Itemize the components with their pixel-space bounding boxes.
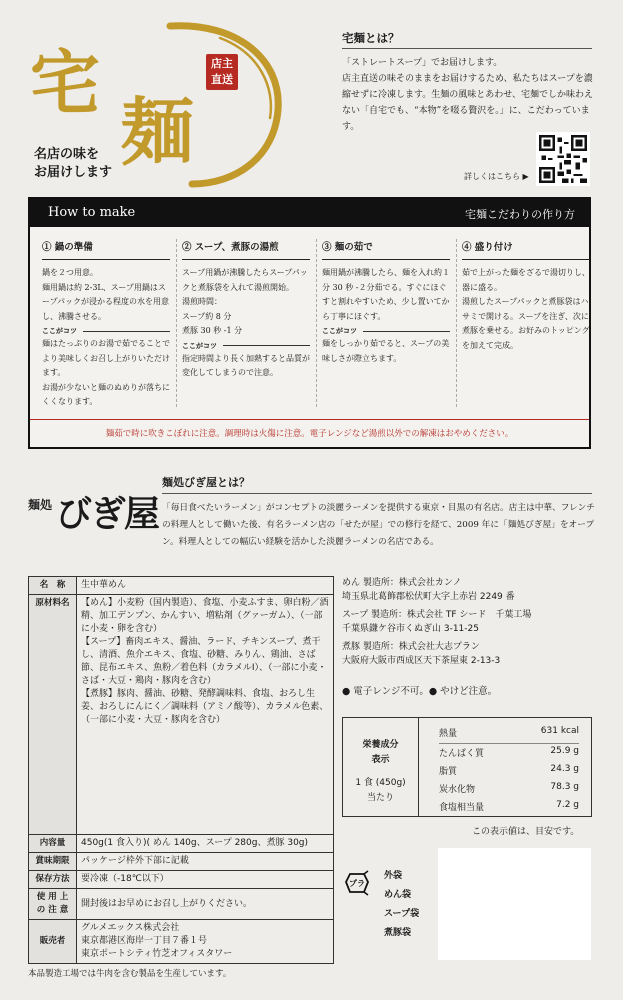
nutrient-name: 脂質: [439, 767, 458, 777]
intro-divider: [342, 48, 592, 49]
footer-note: 本品製造工場では牛肉を含む製品を生産しています。: [28, 969, 232, 979]
recycle-item: スープ袋: [384, 909, 420, 919]
nutrient-value: 78.3 g: [550, 782, 579, 792]
nutrition-row: [439, 782, 579, 800]
table-row: [29, 920, 334, 964]
tip-label: ここがコツ: [182, 341, 310, 351]
logo-tagline: 名店の味を お届けします: [34, 147, 113, 180]
how-to-make-header: [30, 199, 589, 227]
logo-kanji-men: 麺: [120, 90, 194, 176]
step-divider: [456, 239, 457, 407]
tip-label: ここがコツ: [322, 326, 450, 336]
about-shop-heading: 麺処びぎ屋とは？: [162, 476, 250, 489]
step-title: ① 鍋の準備: [42, 239, 170, 260]
nutrient-value: 7.2 g: [556, 800, 579, 810]
nutrient-name: 炭水化物: [439, 785, 476, 795]
nutrition-table: [342, 717, 592, 817]
recycle-label: プラ: [349, 879, 365, 888]
spec-key: 原材料名: [29, 595, 77, 835]
spec-value: 開封後はお早めにお召し上がりください。: [77, 889, 334, 920]
intro-paragraph-1: 「ストレートスープ」でお届けします。: [342, 58, 503, 68]
manufacturer-noodles: めん 製造所：株式会社カンノ 埼玉県北葛飾郡松伏町大字上赤岩 2249 番: [342, 578, 515, 602]
table-row: [29, 577, 334, 595]
manufacturer-pork: 煮豚 製造所：株式会社大志プラン 大阪府大阪市西成区天下茶屋東 2-13-3: [342, 642, 501, 666]
table-row: [29, 595, 334, 835]
step-title: ② スープ、煮豚の湯煎: [182, 239, 310, 260]
nutrition-row: [439, 764, 579, 782]
spec-value: 【めん】小麦粉（国内製造）、食塩、小麦ふすま、卵白粉／酒精、加工デンプン、かんすい、増粘剤（グァーガム）、（一部に小麦・卵を含む） 【スープ】畜肉エキス、醤油、ラード、チキンスープ、煮干し、清酒、魚介エキス、食塩、砂糖、みりん、鶏油、さば節、昆布エキス、魚粉／着色料（カラメルⅠ）、（一部に小麦・さば・大豆・鶏肉・豚肉を含む） 【煮豚】豚肉、醤油、砂糖、発酵調味料、食塩、おろし生姜、おろしにんにく／調味料（アミノ酸等）、カラメル色素、（一部に小麦・大豆・豚肉を含む）: [77, 595, 334, 835]
spec-value: 生中華めん: [77, 577, 334, 595]
table-row: [29, 835, 334, 853]
biggiya-logo: [28, 484, 158, 534]
nutrient-name: 熱量: [439, 729, 458, 739]
spec-key: 保存方法: [29, 871, 77, 889]
recycle-item: めん袋: [384, 890, 412, 900]
step-title: ③ 麺の茹で: [322, 239, 450, 260]
qr-label[interactable]: 詳しくはこちら ▶: [464, 172, 529, 181]
intro-paragraph-2: 店主直送の味そのままをお届けするため、私たちはスープを濃縮せずに冷凍します。生麺の風味とあわせ、宅麺でしか味わえない「自宅でも、“本物”を啜る贅沢を。」に、こだわっています。: [342, 74, 594, 132]
plastic-recycle-icon: [342, 868, 372, 898]
nutrition-row: [439, 800, 579, 818]
nutrient-name: 食塩相当量: [439, 803, 485, 813]
nutrition-serving: 1 食 (450g) 当たり: [355, 778, 406, 803]
step-divider: [176, 239, 177, 407]
step-text: 鍋を２つ用意。 麺用鍋は約 2-3L、スープ用鍋はスープパックが浸かる程度の水を用意し、沸騰させる。: [42, 268, 169, 321]
spec-value: パッケージ枠外下部に記載: [77, 853, 334, 871]
spec-value: 要冷凍（-18℃以下）: [77, 871, 334, 889]
step-text: 茹で上がった麺をざるで湯切りし、器に盛る。 湯煎したスープパックと煮豚袋はハサミで開ける。スープを注ぎ、次に煮豚を乗せる。お好みのトッピングを加えて完成。: [462, 268, 590, 350]
biggiya-logo-main: びぎ屋: [56, 493, 159, 535]
logo-kanji-taku: 宅: [30, 41, 100, 124]
recycle-item: 外袋: [384, 871, 403, 881]
product-spec-table: [28, 576, 334, 964]
nutrient-name: たんぱく質: [439, 749, 485, 759]
spec-value: 450g(1 食入り)( めん 140g、スープ 280g、煮豚 30g): [77, 835, 334, 853]
table-row: [29, 853, 334, 871]
spec-key: 名 称: [29, 577, 77, 595]
step-title: ④ 盛り付け: [462, 239, 590, 260]
intro-text: [342, 55, 600, 135]
cooking-warning-text: 麺茹で時に吹きこぼれに注意。調理時は火傷に注意。電子レンジなど湯煎以外での解凍はおやめください。: [105, 429, 514, 439]
nutrition-title: 栄養成分 表示: [362, 740, 399, 765]
qr-code-icon[interactable]: [536, 132, 590, 186]
nutrition-label-cell: [343, 718, 419, 816]
manufacturer-soup: スープ 製造所：株式会社 TF シード 千葉工場 千葉県鎌ケ谷市くぬぎ山 3-11-25: [342, 610, 532, 634]
recycle-item: 煮豚袋: [384, 928, 412, 938]
step-tip: 麺をしっかり茹でると、スープの美味しさが際立ちます。: [322, 339, 450, 363]
spec-key: 賞味期限: [29, 853, 77, 871]
step-3: [322, 239, 450, 366]
tip-label: ここがコツ: [42, 326, 170, 336]
nutrient-value: 631 kcal: [540, 726, 579, 736]
step-text: スープ用鍋が沸騰したらスープパックと煮豚袋を入れて湯煎開始。 湯煎時間： スープ約 8 分 煮豚 30 秒 -1 分: [182, 268, 308, 335]
nutrient-value: 24.3 g: [550, 764, 579, 774]
cooking-warning-box: [30, 419, 589, 447]
step-4: [462, 239, 590, 353]
how-to-make-subtitle: 宅麺こだわりの作り方: [465, 208, 575, 221]
table-row: [29, 871, 334, 889]
how-to-make-panel: [28, 197, 591, 449]
spec-key: 内容量: [29, 835, 77, 853]
intro-heading: 宅麺とは？: [342, 31, 400, 45]
nutrition-note: この表示値は、目安です。: [472, 827, 580, 837]
spec-key: 販売者: [29, 920, 77, 964]
table-row: [29, 889, 334, 920]
step-divider: [316, 239, 317, 407]
step-tip: 指定時間より長く加熱すると品質が変化してしまうので注意。: [182, 353, 310, 377]
about-divider: [162, 493, 592, 494]
spec-key: 使 用 上 の 注 意: [29, 889, 77, 920]
step-text: 麺用鍋が沸騰したら、麺を入れ約１分 30 秒 -２分茹でる。すぐにほぐすと割れやすいため、少し置いてから丁寧にほぐす。: [322, 268, 450, 321]
spec-value: グルメエックス株式会社 東京都港区海岸一丁目７番１号 東京ポートシティ竹芝オフィスタワー: [77, 920, 334, 964]
usage-warnings: ● 電子レンジ不可。● やけど注意。: [342, 686, 498, 697]
step-1: [42, 239, 170, 410]
how-to-make-title: How to make: [48, 205, 136, 220]
step-tip: 麺はたっぷりのお湯で茹でることでより美味しくお召し上がりいただけます。 お湯が少ないと麺のぬめりが落ちにくくなります。: [42, 339, 170, 406]
nutrient-value: 25.9 g: [550, 746, 579, 756]
nutrition-row: [439, 726, 579, 744]
about-shop-text: 「毎日食べたいラーメン」がコンセプトの淡麗ラーメンを提供する東京・目黒の有名店。店主は中華、フレンチの料理人として働いた後、有名ラーメン店の「せたが屋」での修行を経て、2009 年に「麺処びぎ屋」をオープン。料理人としての幅広い経験を活かした淡麗ラーメンの名店である。: [162, 503, 595, 547]
step-2: [182, 239, 310, 381]
owner-direct-stamp: 店主 直送: [206, 54, 238, 90]
biggiya-logo-small: 麺処: [28, 498, 53, 512]
expiry-print-area: [438, 848, 591, 960]
nutrition-row: [439, 746, 579, 764]
takumen-logo: [20, 18, 290, 188]
